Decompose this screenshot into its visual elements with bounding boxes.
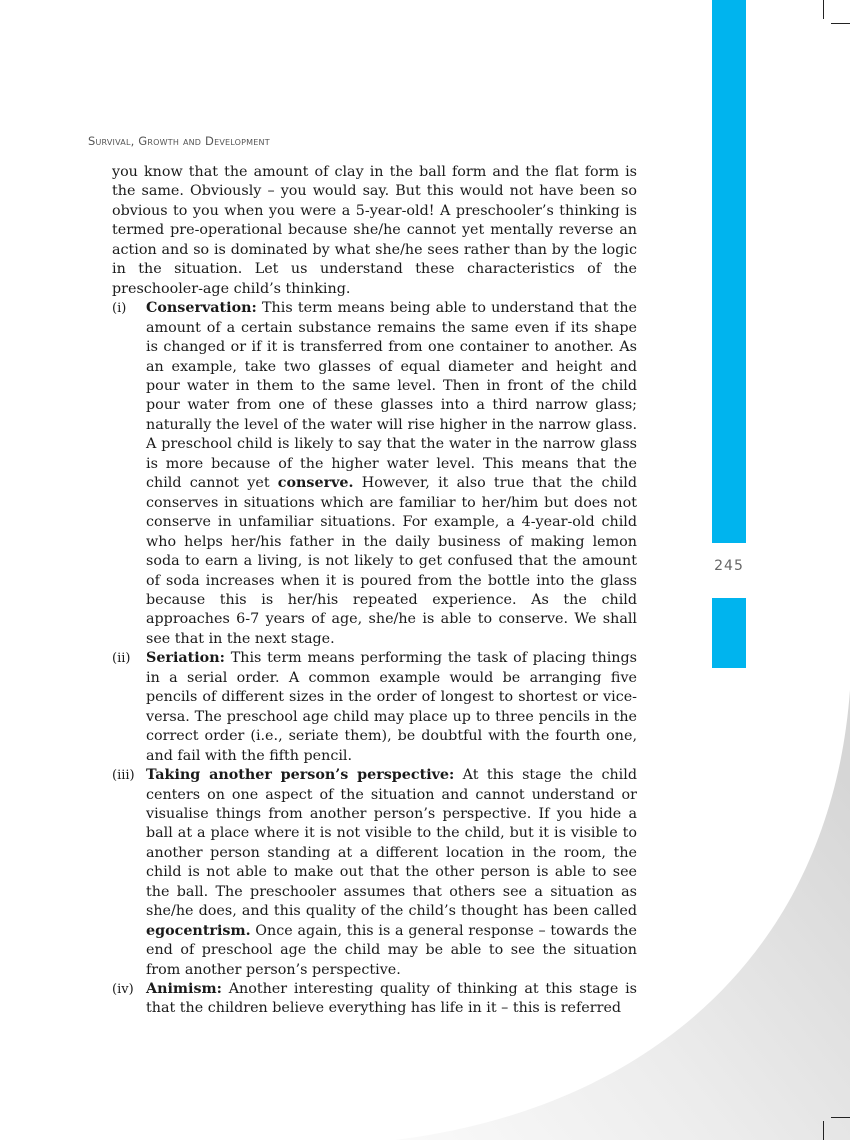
list-item-body: [146, 299, 637, 649]
list-item-conservation: [112, 299, 637, 649]
item-text: At this stage the child centers on one aspect of the situation and cannot understand or visualise things from another person’s perspective. If you hide a ball at a place where it is not visible to the child, but it is visible to another person standing at a different location in the room, the child is not able to make out that the other person is able to see the ball. The preschooler assumes that others see a situation as she/he does, and this quality of the child’s thought has been called: [146, 767, 637, 920]
term-heading: Seriation:: [146, 650, 225, 667]
item-text-continued: Once again, this is a general response – towards the end of preschool age the child may be able to see the situation from another person’s perspective.: [146, 922, 637, 978]
list-marker: (i): [112, 301, 127, 317]
accent-bar-lower: [712, 598, 746, 668]
list-marker: (ii): [112, 651, 131, 667]
list-item-body: [146, 649, 637, 766]
term-heading: Taking another person’s perspective:: [146, 767, 455, 784]
running-header: Survival, Growth and Development: [88, 134, 270, 148]
term-heading: Animism:: [146, 981, 222, 998]
accent-bar-upper: [712, 0, 746, 543]
list-marker: (iv): [112, 982, 134, 998]
intro-paragraph: you know that the amount of clay in the ball form and the flat form is the same. Obviously – you would say. But this would not have been so obvious to you when you were a 5-year-old! A preschooler’s thinking is termed pre-operational because she/he cannot yet mentally reverse an action and so is dominated by what she/he sees rather than by the logic in the situation. Let us understand these characteristics of the preschooler-age child’s thinking.: [112, 164, 637, 297]
list-marker: (iii): [112, 768, 135, 784]
crop-mark-top-horizontal: [831, 23, 850, 24]
term-heading: Conservation:: [146, 300, 257, 317]
list-item-body: [146, 766, 637, 980]
emphasized-word: egocentrism.: [146, 922, 251, 939]
crop-mark-bottom-vertical: [823, 1121, 824, 1140]
item-text: This term means performing the task of placing things in a serial order. A common example would be arranging five pencils of different sizes in the order of longest to shortest or vice-versa. The preschool age child may place up to three pencils in the correct order (i.e., seriate them), be doubtful with the fourth one, and fail with the fifth pencil.: [146, 650, 637, 764]
list-item-seriation: [112, 649, 637, 766]
body-text: [112, 163, 637, 1019]
item-text: This term means being able to understand that the amount of a certain substance remains the same even if its shape is changed or if it is transferred from one container to another. As an example, take two glasses of equal diameter and height and pour water in them to the same level. Then in front of the child pour water from one of these glasses into a third narrow glass; naturally the level of the water will rise higher in the narrow glass. A preschool child is likely to say that the water in the narrow glass is more because of the higher water level. This means that the child cannot yet: [146, 300, 637, 492]
list-item-body: [146, 980, 637, 1019]
item-text: Another interesting quality of thinking at this stage is that the children believe everything has life in it – this is referred: [146, 981, 637, 1017]
emphasized-word: conserve.: [277, 475, 354, 492]
crop-mark-bottom-horizontal: [831, 1117, 850, 1118]
item-text-continued: However, it also true that the child conserves in situations which are familiar to her/him but does not conserve in unfamiliar situations. For example, a 4-year-old child who helps her/his father in the daily business of making lemon soda to earn a living, is not likely to get confused that the amount of soda increases when it is poured from the bottle into the glass because this is her/his repeated experience. As the child approaches 6-7 years of age, she/he is able to conserve. We shall see that in the next stage.: [146, 475, 637, 647]
list-item-animism: [112, 980, 637, 1019]
list-item-perspective: [112, 766, 637, 980]
crop-mark-top-vertical: [823, 0, 824, 19]
page-number: 245: [714, 558, 744, 574]
